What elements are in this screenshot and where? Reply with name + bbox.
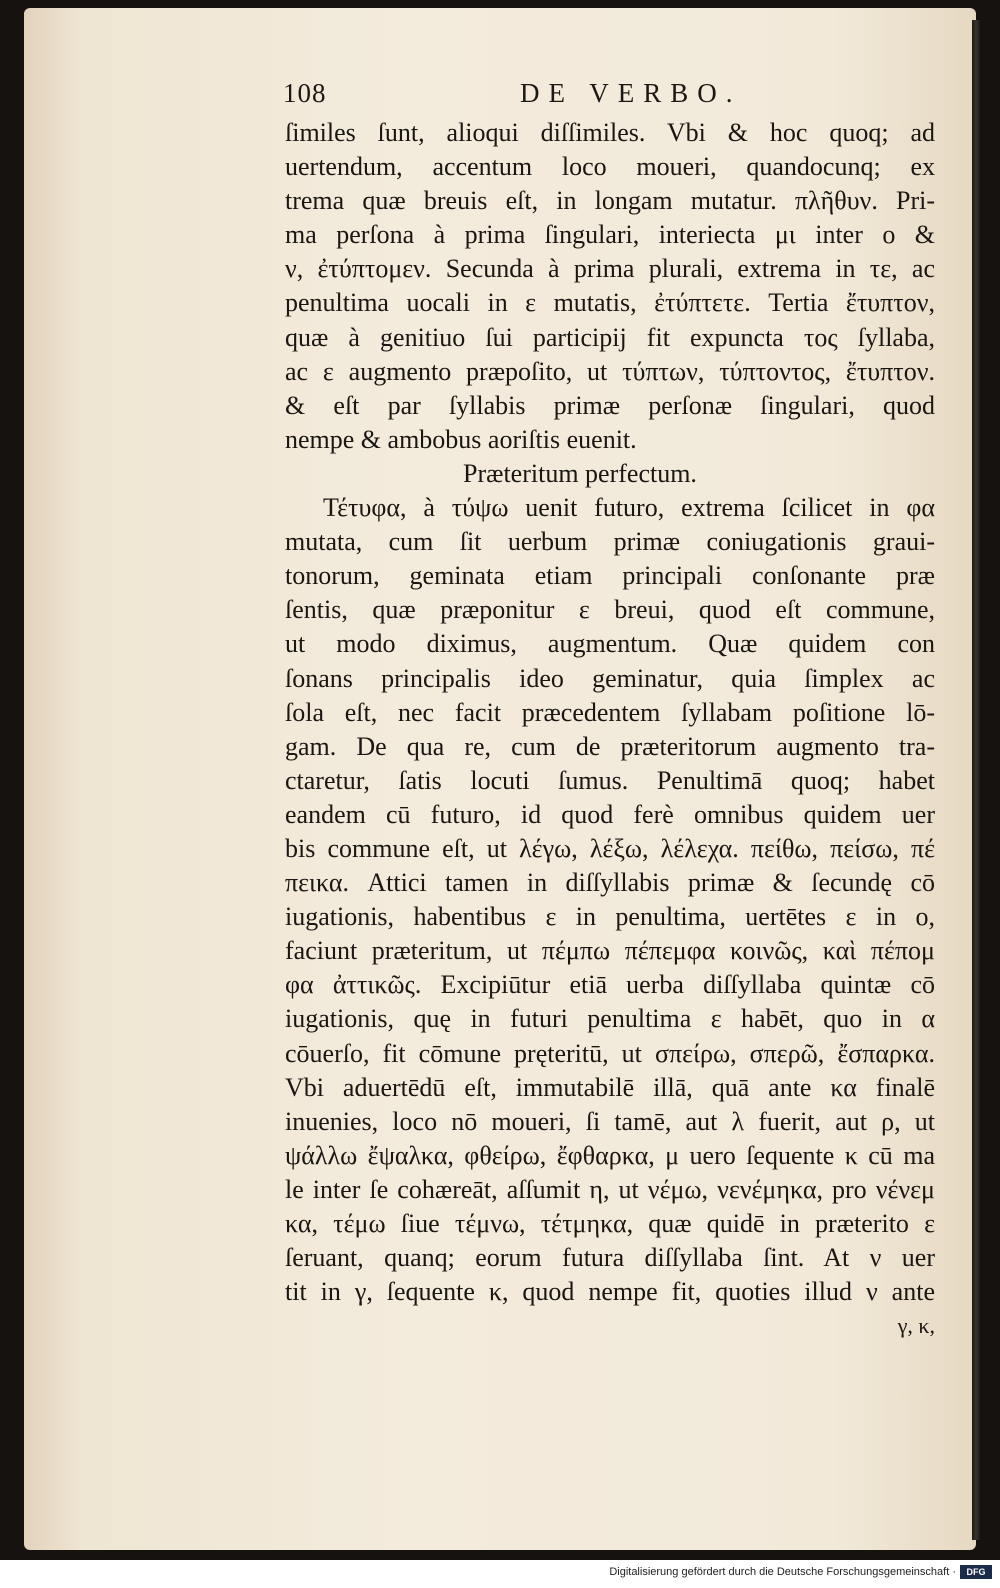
text-line: κα, τέμω ſiue τέμνω, τέτμηκα, quæ quidē in præterito ε — [285, 1209, 935, 1238]
running-head: DE VERBO. — [520, 78, 742, 108]
text-line: Vbi aduertēdū eſt, immutabilē illā, quā ante κα finalē — [285, 1072, 935, 1102]
text-line: gam. De qua re, cum de præteritorum augmento tra- — [285, 731, 935, 761]
page-header — [283, 78, 938, 112]
text-line: tonorum, geminata etiam principali conſonante præ — [285, 561, 935, 591]
text-line: trema quæ breuis eſt, in longam mutatur. πλῆθυν. Pri- — [285, 186, 935, 216]
text-line: uertendum, accentum loco moueri, quandocunq; ex — [285, 152, 935, 182]
text-line: ſeruant, quanq; eorum futura diſſyllaba ſint. At ν uer — [285, 1243, 935, 1273]
text-line: ma perſona à prima ſingulari, interiecta μι inter ο & — [285, 220, 935, 250]
text-line: faciunt præteritum, ut πέμπω πέπεμφα κοινῶς, καὶ πέπομ — [285, 936, 935, 966]
text-line: ſonans principalis ideo geminatur, quia ſimplex ac — [285, 663, 935, 693]
funding-credit: Digitalisierung gefördert durch die Deutsche Forschungsgemeinschaft · — [609, 1566, 956, 1578]
catchword: γ, κ, — [897, 1313, 935, 1339]
text-line: tit in γ, ſequente κ, quod nempe fit, quoties illud ν ante — [285, 1277, 935, 1307]
text-line: penultima uocali in ε mutatis, ἐτύπτετε. Tertia ἔτυπτον, — [285, 288, 935, 318]
text-line: & eſt par ſyllabis primæ perſonæ ſingulari, quod — [285, 390, 935, 420]
text-line: ſola eſt, nec facit præcedentem ſyllabam poſitione lō- — [285, 697, 935, 727]
page-edge-shadow — [972, 20, 980, 1540]
text-line: le inter ſe cohæreāt, aſſumit η, ut νέμω, νενέμηκα, pro νένεμ — [285, 1174, 935, 1204]
text-line: ut modo diximus, augmentum. Quæ quidem con — [285, 629, 935, 659]
text-line: φα ἀττικῶς. Excipiūtur etiā uerba diſſyllaba quintæ cō — [285, 970, 935, 1000]
text-line: quæ à genitiuo ſui participij fit expuncta τος ſyllaba, — [285, 322, 935, 352]
text-line: inuenies, loco nō moueri, ſi tamē, aut λ fuerit, aut ρ, ut — [285, 1106, 935, 1136]
text-line: ψάλλω ἔψαλκα, φθείρω, ἔφθαρκα, μ uero ſequente κ cū ma — [285, 1140, 935, 1170]
text-line: iugationis, habentibus ε in penultima, uertētes ε in ο, — [285, 902, 935, 932]
text-block — [285, 116, 935, 1343]
text-line: ſimiles ſunt, alioqui diſſimiles. Vbi & hoc quoq; ad — [285, 118, 935, 147]
text-line: ſentis, quæ præponitur ε breui, quod eſt commune, — [285, 595, 935, 625]
text-line: ν, ἐτύπτομεν. Secunda à prima plurali, extrema in τε, ac — [285, 254, 935, 284]
section-heading: Præteritum perfectum. — [463, 458, 697, 488]
text-line: bis commune eſt, ut λέγω, λέξω, λέλεχα. πείθω, πείσω, πέ — [285, 833, 935, 863]
text-line: ctaretur, ſatis locuti ſumus. Penultimā quoq; habet — [285, 765, 935, 795]
text-line: iugationis, quę in futuri penultima ε habēt, quo in α — [285, 1004, 935, 1034]
text-line: ac ε augmento præpoſito, ut τύπτων, τύπτοντος, ἔτυπτον. — [285, 356, 935, 386]
text-line: nempe & ambobus aoriſtis euenit. — [285, 424, 637, 454]
text-line: cōuerſo, fit cōmune pręteritū, ut σπείρω, σπερῶ, ἔσπαρκα. — [285, 1038, 935, 1068]
page-number: 108 — [283, 78, 327, 108]
text-line: eandem cū futuro, id quod ferè omnibus quidem uer — [285, 799, 935, 829]
text-line: mutata, cum ſit uerbum primæ coniugationis graui- — [285, 527, 935, 557]
text-line: πεικα. Attici tamen in diſſyllabis primæ & ſecundę cō — [285, 868, 935, 898]
text-line: Τέτυφα, à τύψω uenit futuro, extrema ſcilicet in φα — [323, 493, 935, 523]
dfg-logo: DFG — [960, 1565, 992, 1579]
